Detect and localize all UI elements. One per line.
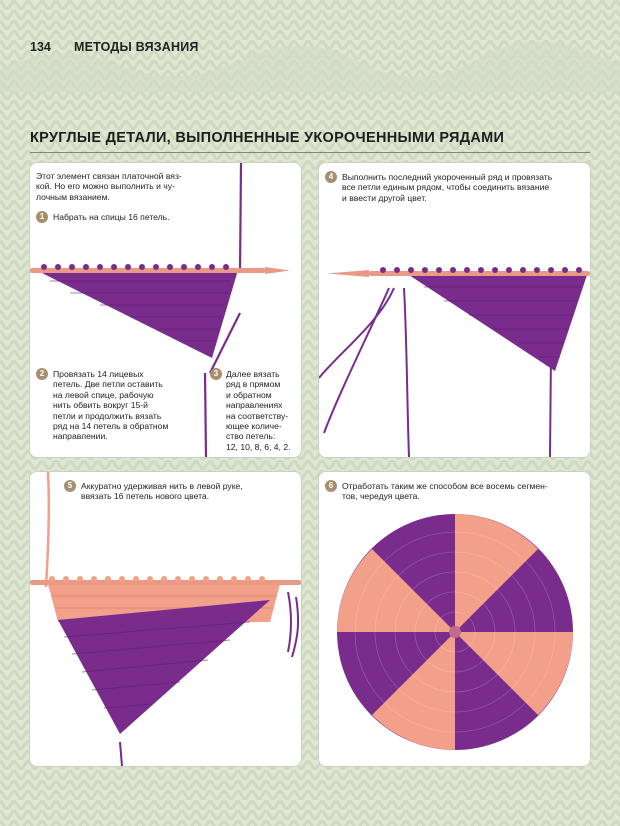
step-line: Отработать таким же способом все восемь сегмен- xyxy=(342,481,548,491)
step-6-text xyxy=(342,481,548,502)
title-divider xyxy=(30,152,590,153)
step-line: направлении. xyxy=(53,431,108,442)
section-title: МЕТОДЫ ВЯЗАНИЯ xyxy=(74,40,199,54)
step-line: и ввести другой цвет. xyxy=(342,192,427,203)
step-1-text: Набрать на спицы 16 петель. xyxy=(53,212,170,222)
step-line: все петли единым рядом, чтобы соединить вязание xyxy=(342,182,550,193)
intro-text xyxy=(36,171,182,202)
step-2-text xyxy=(53,369,168,442)
step-line: на соответству- xyxy=(226,410,289,421)
step-line: 12, 10, 8, 6, 4, 2. xyxy=(226,441,291,452)
step-line: ряд в прямом xyxy=(226,379,281,390)
panel-step-5 xyxy=(30,472,301,766)
step-3-text xyxy=(226,369,291,452)
step-line: Аккуратно удерживая нить в левой руке, xyxy=(81,481,243,491)
step-line: петли и продолжить вязать xyxy=(53,410,162,421)
step-line: нить обвить вокруг 15-й xyxy=(53,400,148,411)
illustration-finished-circle xyxy=(319,472,590,766)
illustration-joined-row xyxy=(319,163,590,457)
step-line: петель. Две петли оставить xyxy=(53,379,163,390)
panel-steps-1-3 xyxy=(30,163,301,457)
panel-step-4 xyxy=(319,163,590,457)
panel-step-6 xyxy=(319,472,590,766)
intro-line: лочным вязанием. xyxy=(36,191,110,202)
step-5-text xyxy=(81,481,243,502)
step-line: тов, чередуя цвета. xyxy=(342,491,420,502)
step-line: на левой спице, рабочую xyxy=(53,389,154,400)
step-badge-6: 6 xyxy=(325,480,337,492)
step-badge-5: 5 xyxy=(64,480,76,492)
intro-line: Этот элемент связан платочной вяз- xyxy=(36,171,182,181)
step-badge-4: 4 xyxy=(325,171,337,183)
step-line: ряд на 14 петель в обратном xyxy=(53,421,169,432)
step-badge-2: 2 xyxy=(36,368,48,380)
step-badge-1: 1 xyxy=(36,211,48,223)
step-line: Далее вязать xyxy=(226,369,280,379)
step-line: и обратном xyxy=(226,389,272,400)
step-line: ввязать 16 петель нового цвета. xyxy=(81,491,210,502)
step-badge-3: 3 xyxy=(210,368,222,380)
step-line: Провязать 14 лицевых xyxy=(53,369,144,379)
step-line: ство петель: xyxy=(226,431,276,442)
page-title: КРУГЛЫЕ ДЕТАЛИ, ВЫПОЛНЕННЫЕ УКОРОЧЕННЫМИ РЯДАМИ xyxy=(30,130,505,146)
step-line: ющее количе- xyxy=(226,421,282,432)
illustration-new-color xyxy=(30,472,301,766)
step-line: направлениях xyxy=(226,400,283,411)
intro-line: кой. Но его можно выполнить и чу- xyxy=(36,181,175,192)
page-number: 134 xyxy=(30,40,51,54)
step-line: Выполнить последний укороченный ряд и провязать xyxy=(342,172,553,182)
step-4-text xyxy=(342,172,552,203)
